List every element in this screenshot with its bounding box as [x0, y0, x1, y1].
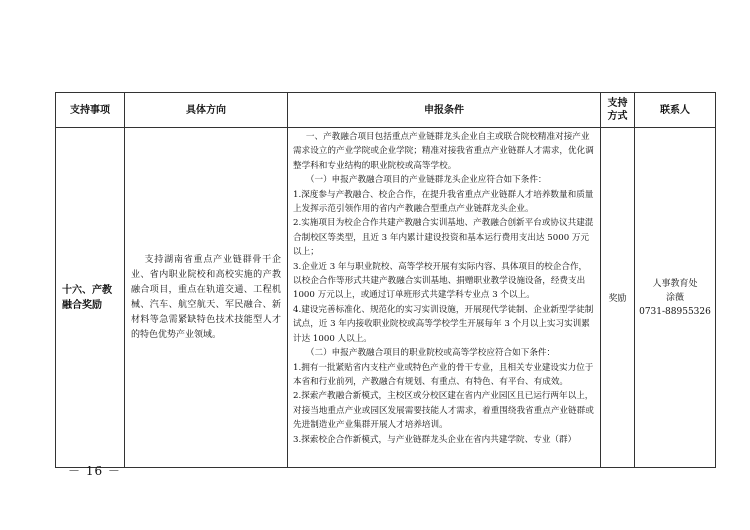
- header-direction: 具体方向: [125, 93, 288, 128]
- condition-paragraph: 1.拥有一批紧贴省内支柱产业或特色产业的骨干专业，且相关专业建设实力位于本省和行业前列，产教融合有规划、有重点、有特色、有平台、有成效。: [293, 362, 594, 387]
- table-row: [56, 128, 716, 468]
- condition-paragraph: （一）申报产教融合项目的产业链群龙头企业应符合如下条件：: [305, 175, 547, 186]
- header-item: 支持事项: [56, 93, 125, 128]
- cell-item: [56, 128, 125, 468]
- direction-text: 支持湖南省重点产业链群骨干企业、省内职业院校和高校实施的产教融合项目，重点在轨道交通、工程机械、汽车、航空航天、军民融合、新材料等急需紧缺特色技术技能型人才的特色优势产业领域。: [131, 254, 281, 340]
- header-contact: 联系人: [635, 93, 716, 128]
- cell-contact: [635, 128, 716, 468]
- condition-paragraph: 3.企业近 3 年与职业院校、高等学校开展有实际内容、具体项目的校企合作，以校企合作等形式共建产教融合实训基地、捐赠职业教学设施设备，经费支出 1000 万元以上，或通过订单班形式共建学科专业点 3 个以上。: [293, 261, 588, 301]
- condition-paragraph: 1.深度参与产教融合、校企合作，在提升我省重点产业链群人才培养数量和质量上发挥示范引领作用的省内产教融合型重点产业链群龙头企业。: [293, 189, 594, 215]
- policy-table: [55, 92, 716, 468]
- contact-department: 人事教育处: [652, 278, 698, 289]
- condition-paragraph: （二）申报产教融合项目的职业院校或高等学校应符合如下条件：: [305, 348, 556, 359]
- header-mode: [601, 93, 635, 128]
- header-conditions: 申报条件: [288, 93, 601, 128]
- cell-direction: [125, 128, 288, 468]
- header-mode-line1: 支持: [607, 98, 628, 109]
- page-number: － 16 －: [68, 464, 121, 478]
- cell-conditions: [288, 128, 601, 468]
- condition-paragraph: 4.建设完善标准化、规范化的实习实训设施，开展现代学徒制、企业新型学徒制试点，近 3 年内接收职业院校或高等学校学生开展每年 3 个月以上实习实训累计达 1000 人以上。: [293, 304, 594, 344]
- condition-paragraph: 一、产教融合项目包括重点产业链群龙头企业自主或联合院校精准对接产业需求设立的产业学院或企业学院；精准对接我省重点产业链群人才需求，优化调整学科和专业结构的职业院校或高等学校。: [293, 132, 594, 171]
- condition-paragraph: 2.实施项目为校企合作共建产教融合实训基地、产教融合创新平台或协议共建混合制校区等类型，且近 3 年内累计建设投资和基本运行费用支出达 5000 万元以上；: [293, 218, 594, 258]
- condition-paragraph: 2.探索产教融合新模式，主校区或分校区建在省内产业园区且已运行两年以上，对接当地重点产业或园区发展需要技能人才需求，着重围绕我省重点产业链群或先进制造业产业集群开展人才培养培训。: [293, 391, 594, 431]
- cell-mode: 奖励: [601, 128, 635, 468]
- header-mode-line2: 方式: [607, 111, 628, 122]
- table-header-row: [56, 93, 716, 128]
- contact-person: 涂薇: [665, 292, 684, 303]
- item-text: 十六、产教融合奖励: [62, 284, 112, 311]
- condition-paragraph: 3.探索校企合作新模式，与产业链群龙头企业在省内共建学院、专业（群）: [293, 434, 577, 445]
- contact-phone: 0731-88955326: [639, 306, 711, 317]
